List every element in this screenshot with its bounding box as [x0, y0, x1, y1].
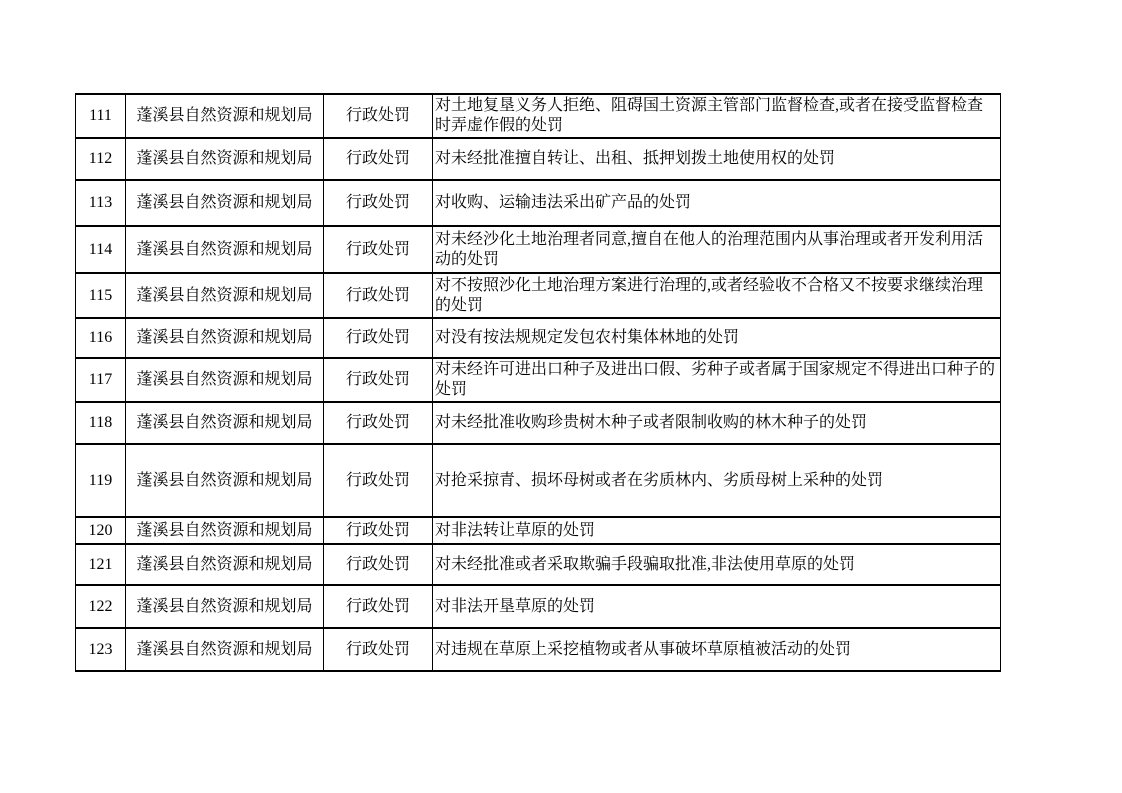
- penalty-type-cell: 行政处罚: [324, 358, 433, 402]
- department-cell: 蓬溪县自然资源和规划局: [126, 585, 324, 628]
- penalty-item-cell: 对未经许可进出口种子及进出口假、劣种子或者属于国家规定不得进出口种子的处罚: [433, 358, 1001, 402]
- penalty-type-cell: 行政处罚: [324, 318, 433, 358]
- department-cell: 蓬溪县自然资源和规划局: [126, 318, 324, 358]
- department-cell: 蓬溪县自然资源和规划局: [126, 94, 324, 138]
- penalty-item-cell: 对非法开垦草原的处罚: [433, 585, 1001, 628]
- penalty-type-cell: 行政处罚: [324, 94, 433, 138]
- penalty-type-cell: 行政处罚: [324, 402, 433, 444]
- department-cell: 蓬溪县自然资源和规划局: [126, 273, 324, 318]
- row-number-cell: 115: [76, 273, 126, 318]
- row-number-cell: 119: [76, 444, 126, 517]
- row-number-cell: 122: [76, 585, 126, 628]
- department-cell: 蓬溪县自然资源和规划局: [126, 402, 324, 444]
- row-number-cell: 116: [76, 318, 126, 358]
- penalty-type-cell: 行政处罚: [324, 444, 433, 517]
- penalty-item-cell: 对土地复垦义务人拒绝、阻碍国土资源主管部门监督检查,或者在接受监督检查时弄虚作假的处罚: [433, 94, 1001, 138]
- department-cell: 蓬溪县自然资源和规划局: [126, 138, 324, 180]
- department-cell: 蓬溪县自然资源和规划局: [126, 628, 324, 671]
- row-number-cell: 117: [76, 358, 126, 402]
- department-cell: 蓬溪县自然资源和规划局: [126, 358, 324, 402]
- penalty-type-cell: 行政处罚: [324, 273, 433, 318]
- table-row: [76, 628, 1001, 671]
- row-number-cell: 120: [76, 517, 126, 544]
- row-number-cell: 112: [76, 138, 126, 180]
- penalty-item-cell: 对收购、运输违法采出矿产品的处罚: [433, 180, 1001, 226]
- table-row: [76, 94, 1001, 138]
- table-row: [76, 358, 1001, 402]
- department-cell: 蓬溪县自然资源和规划局: [126, 180, 324, 226]
- row-number-cell: 118: [76, 402, 126, 444]
- penalty-item-cell: 对未经批准收购珍贵树木种子或者限制收购的林木种子的处罚: [433, 402, 1001, 444]
- penalty-table-container: [75, 93, 1001, 672]
- penalty-type-cell: 行政处罚: [324, 226, 433, 273]
- department-cell: 蓬溪县自然资源和规划局: [126, 517, 324, 544]
- penalty-type-cell: 行政处罚: [324, 517, 433, 544]
- table-row: [76, 226, 1001, 273]
- penalty-item-cell: 对未经批准或者采取欺骗手段骗取批准,非法使用草原的处罚: [433, 544, 1001, 585]
- penalty-type-cell: 行政处罚: [324, 138, 433, 180]
- penalty-type-cell: 行政处罚: [324, 180, 433, 226]
- table-row: [76, 585, 1001, 628]
- table-row: [76, 138, 1001, 180]
- department-cell: 蓬溪县自然资源和规划局: [126, 226, 324, 273]
- table-row: [76, 273, 1001, 318]
- penalty-item-cell: 对非法转让草原的处罚: [433, 517, 1001, 544]
- row-number-cell: 114: [76, 226, 126, 273]
- table-row: [76, 544, 1001, 585]
- table-row: [76, 318, 1001, 358]
- table-row: [76, 444, 1001, 517]
- penalty-table: [75, 93, 1001, 672]
- row-number-cell: 121: [76, 544, 126, 585]
- row-number-cell: 123: [76, 628, 126, 671]
- row-number-cell: 113: [76, 180, 126, 226]
- row-number-cell: 111: [76, 94, 126, 138]
- penalty-item-cell: 对没有按法规规定发包农村集体林地的处罚: [433, 318, 1001, 358]
- penalty-item-cell: 对未经沙化土地治理者同意,擅自在他人的治理范围内从事治理或者开发利用活动的处罚: [433, 226, 1001, 273]
- penalty-item-cell: 对违规在草原上采挖植物或者从事破坏草原植被活动的处罚: [433, 628, 1001, 671]
- penalty-type-cell: 行政处罚: [324, 628, 433, 671]
- table-row: [76, 402, 1001, 444]
- penalty-item-cell: 对不按照沙化土地治理方案进行治理的,或者经验收不合格又不按要求继续治理的处罚: [433, 273, 1001, 318]
- department-cell: 蓬溪县自然资源和规划局: [126, 444, 324, 517]
- department-cell: 蓬溪县自然资源和规划局: [126, 544, 324, 585]
- penalty-item-cell: 对未经批准擅自转让、出租、抵押划拨土地使用权的处罚: [433, 138, 1001, 180]
- penalty-item-cell: 对抢采掠青、损坏母树或者在劣质林内、劣质母树上采种的处罚: [433, 444, 1001, 517]
- penalty-type-cell: 行政处罚: [324, 585, 433, 628]
- table-row: [76, 517, 1001, 544]
- table-row: [76, 180, 1001, 226]
- penalty-type-cell: 行政处罚: [324, 544, 433, 585]
